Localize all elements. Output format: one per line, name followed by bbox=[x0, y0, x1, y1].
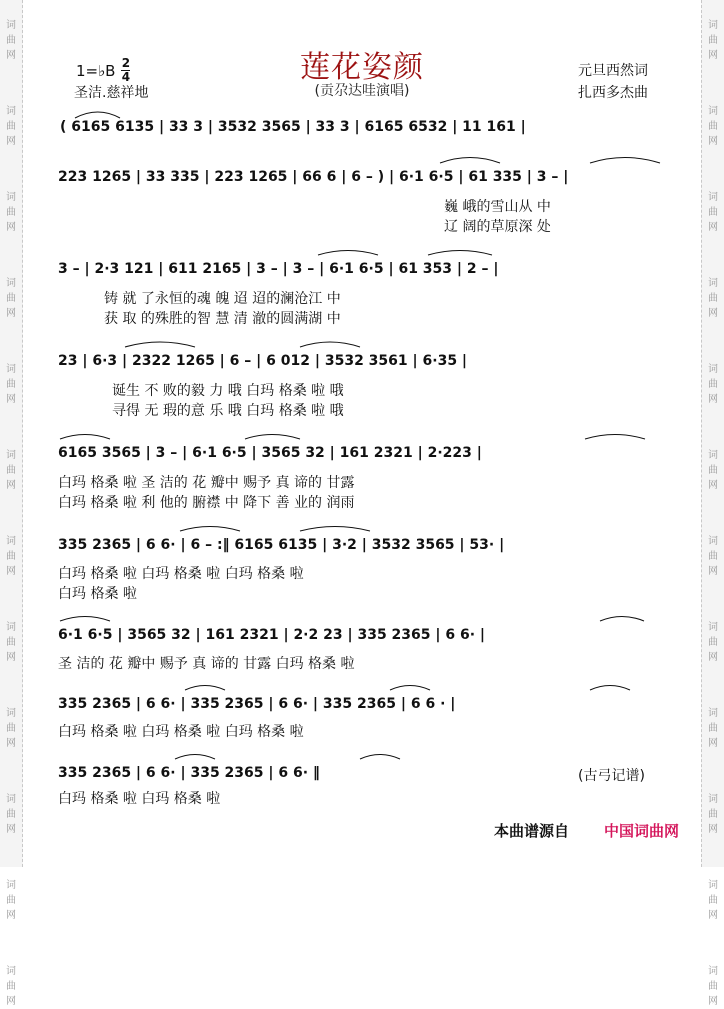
watermark-text: 词 曲 网 bbox=[6, 20, 16, 61]
watermark-text: 词 曲 网 bbox=[708, 622, 718, 663]
watermark-text: 词 曲 网 bbox=[6, 278, 16, 319]
watermark-text: 词 曲 网 bbox=[708, 966, 718, 1007]
time-signature bbox=[121, 58, 130, 83]
watermark-text: 词 曲 网 bbox=[708, 278, 718, 319]
watermark-text: 词 曲 网 bbox=[6, 880, 16, 921]
footer-source-label: 本曲谱源自 bbox=[494, 822, 570, 840]
watermark-text: 词 曲 网 bbox=[708, 20, 718, 61]
left-watermark-strip bbox=[0, 0, 23, 1007]
notation-line-7: 6·1 6·5 | 3565 32 | 161 2321 | 2·2 23 | 335 2365 | 6 6· | bbox=[58, 627, 486, 643]
notation-line-9: 335 2365 | 6 6· | 335 2365 | 6 6· ‖ bbox=[58, 765, 320, 781]
notation-line-5: 6165 3565 | 3 – | 6·1 6·5 | 3565 32 | 161 2321 | 2·223 | bbox=[58, 445, 482, 461]
lyrics-line-5-verse-1: 白玛 格桑 啦 圣 洁的 花 瓣中 赐予 真 谛的 甘露 bbox=[58, 475, 355, 491]
watermark-text: 词 曲 网 bbox=[6, 192, 16, 233]
watermark-text: 词 曲 网 bbox=[708, 708, 718, 749]
watermark-text: 词 曲 网 bbox=[6, 536, 16, 577]
lyrics-line-8: 白玛 格桑 啦 白玛 格桑 啦 白玛 格桑 啦 bbox=[58, 724, 304, 740]
watermark-text: 词 曲 网 bbox=[6, 622, 16, 663]
notation-line-1: ( 6165 6135 | 33 3 | 3532 3565 | 33 3 | 6165 6532 | 11 161 | bbox=[60, 119, 526, 135]
composer-credit: 扎西多杰曲 bbox=[578, 85, 648, 101]
watermark-text: 词 曲 网 bbox=[708, 450, 718, 491]
time-bottom: 4 bbox=[121, 70, 131, 84]
lyrics-line-4-verse-1: 诞生 不 败的毅 力 哦 白玛 格桑 啦 哦 bbox=[112, 383, 344, 399]
watermark-text: 词 曲 网 bbox=[708, 106, 718, 147]
lyrics-line-6-verse-2: 白玛 格桑 啦 bbox=[58, 586, 137, 602]
lyrics-line-9: 白玛 格桑 啦 白玛 格桑 啦 bbox=[58, 791, 221, 807]
right-watermark-strip bbox=[701, 0, 724, 1007]
notation-line-6: 335 2365 | 6 6· | 6 – :‖ 6165 6135 | 3·2 | 3532 3565 | 53· | bbox=[58, 537, 505, 553]
singer-credit: (贡尕达哇演唱) bbox=[314, 83, 410, 99]
lyrics-line-3-verse-1: 铸 就 了永恒的魂 魄 迢 迢的澜沧江 中 bbox=[104, 291, 341, 307]
watermark-text: 词 曲 网 bbox=[6, 794, 16, 835]
key-label: 1=♭B bbox=[76, 61, 116, 80]
watermark-text: 词 曲 网 bbox=[6, 708, 16, 749]
lyrics-line-7: 圣 洁的 花 瓣中 赐予 真 谛的 甘露 白玛 格桑 啦 bbox=[58, 656, 355, 672]
watermark-text: 词 曲 网 bbox=[708, 364, 718, 405]
performance-direction: 圣洁.慈祥地 bbox=[74, 85, 149, 101]
footer-site-link[interactable]: 中国词曲网 bbox=[604, 822, 680, 840]
watermark-text: 词 曲 网 bbox=[708, 192, 718, 233]
lyrics-line-2-verse-2: 辽 阔的草原深 处 bbox=[444, 219, 551, 235]
notation-line-2: 223 1265 | 33 335 | 223 1265 | 66 6 | 6 – ) | 6·1 6·5 | 61 335 | 3 – | bbox=[58, 169, 569, 185]
lyrics-line-6-verse-1: 白玛 格桑 啦 白玛 格桑 啦 白玛 格桑 啦 bbox=[58, 566, 304, 582]
watermark-text: 词 曲 网 bbox=[6, 364, 16, 405]
time-top: 2 bbox=[121, 56, 131, 70]
lyricist-credit: 元旦西然词 bbox=[578, 63, 648, 79]
watermark-text: 词 曲 网 bbox=[6, 450, 16, 491]
watermark-text: 词 曲 网 bbox=[708, 794, 718, 835]
lyrics-line-4-verse-2: 寻得 无 瑕的意 乐 哦 白玛 格桑 啦 哦 bbox=[112, 403, 344, 419]
watermark-text: 词 曲 网 bbox=[6, 966, 16, 1007]
song-title: 莲花姿颜 bbox=[300, 50, 424, 85]
notation-line-8: 335 2365 | 6 6· | 335 2365 | 6 6· | 335 2365 | 6 6 · | bbox=[58, 696, 456, 712]
watermark-text: 词 曲 网 bbox=[6, 106, 16, 147]
transcriber-credit: (古弓记谱) bbox=[578, 768, 645, 784]
lyrics-line-2-verse-1: 巍 峨的雪山从 中 bbox=[444, 199, 551, 215]
key-signature bbox=[76, 58, 130, 83]
watermark-text: 词 曲 网 bbox=[708, 880, 718, 921]
notation-line-3: 3 – | 2·3 121 | 611 2165 | 3 – | 3 – | 6·1 6·5 | 61 353 | 2 – | bbox=[58, 261, 499, 277]
notation-line-4: 23 | 6·3 | 2322 1265 | 6 – | 6 012 | 3532 3561 | 6·35 | bbox=[58, 353, 468, 369]
lyrics-line-3-verse-2: 获 取 的殊胜的智 慧 清 澈的圆满湖 中 bbox=[104, 311, 341, 327]
watermark-text: 词 曲 网 bbox=[708, 536, 718, 577]
lyrics-line-5-verse-2: 白玛 格桑 啦 利 他的 腑襟 中 降下 善 业的 润雨 bbox=[58, 495, 355, 511]
